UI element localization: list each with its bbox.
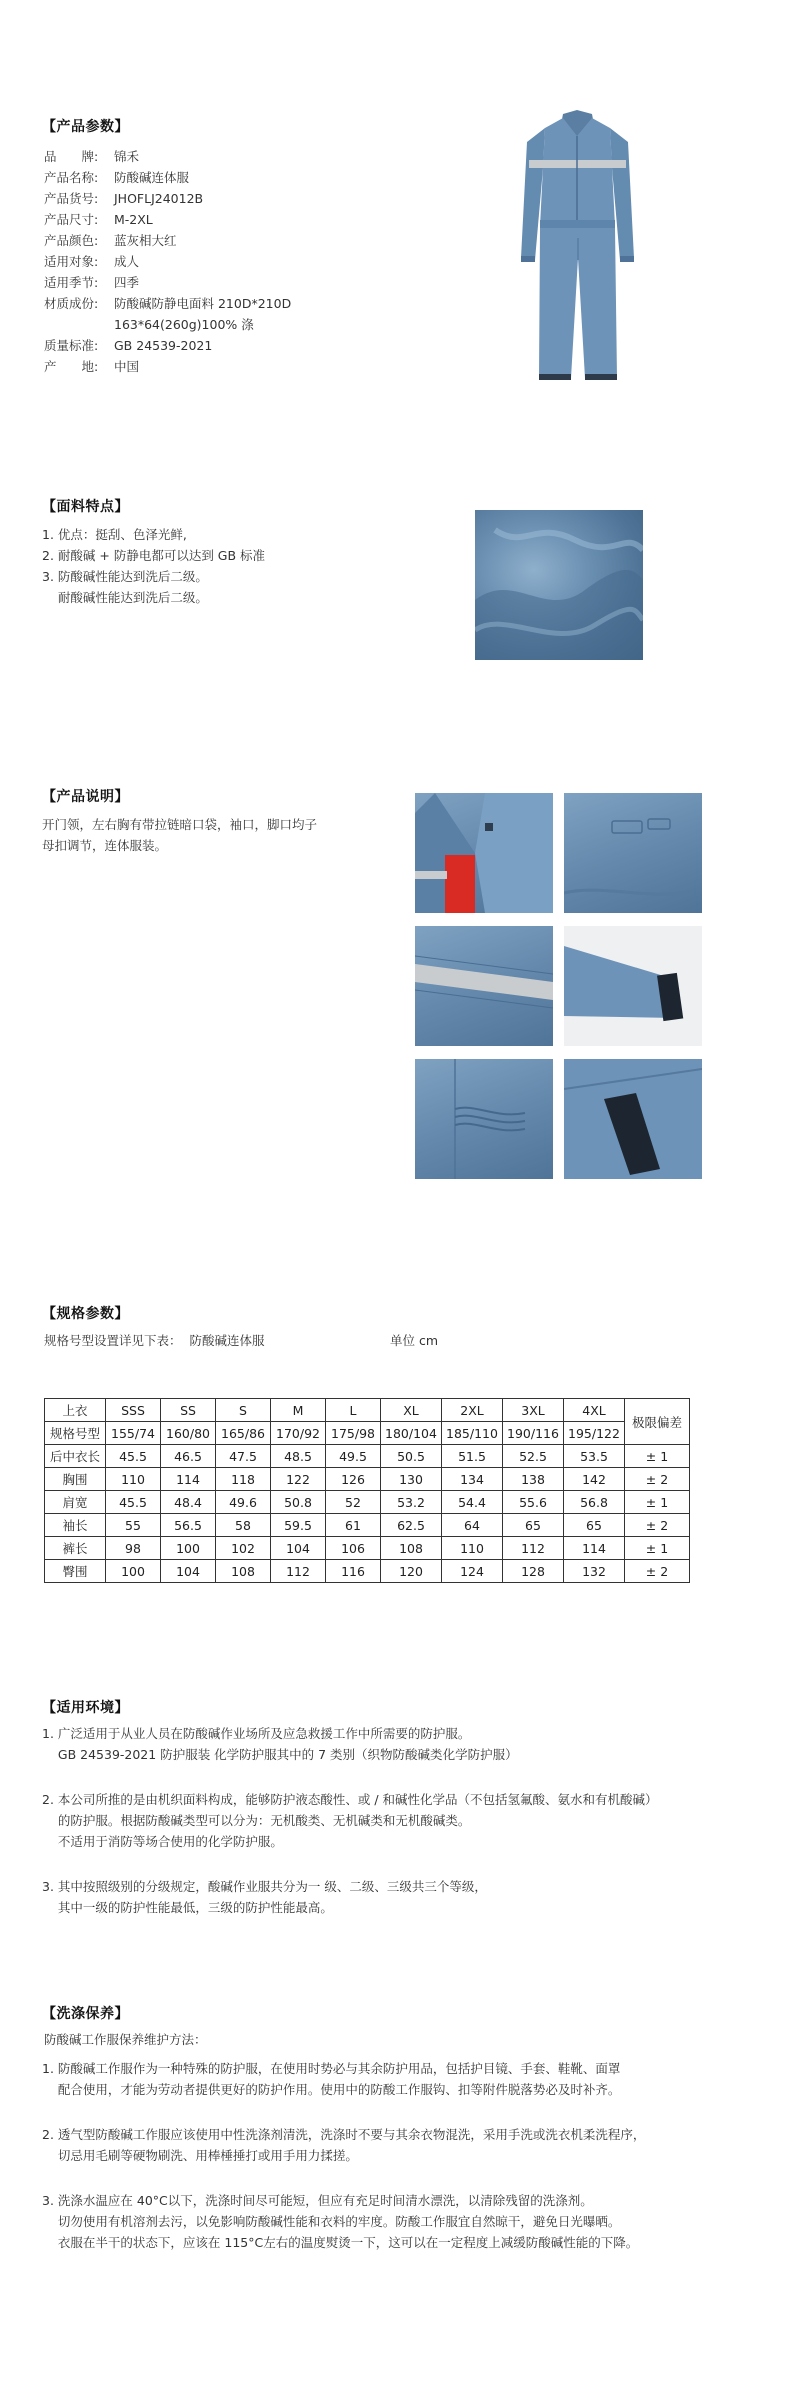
table-header-cell: S bbox=[216, 1399, 271, 1422]
fabric-item-3: 3. 防酸碱性能达到洗后二级。 bbox=[42, 569, 208, 584]
table-cell: 102 bbox=[216, 1537, 271, 1560]
table-cell: 58 bbox=[216, 1514, 271, 1537]
table-cell: 62.5 bbox=[381, 1514, 442, 1537]
table-row bbox=[45, 1491, 690, 1514]
param-row bbox=[44, 146, 139, 168]
table-cell: 48.5 bbox=[271, 1445, 326, 1468]
environment-line: 的防护服。根据防酸碱类型可以分为：无机酸类、无机碱类和无机酸碱类。 bbox=[42, 1813, 471, 1828]
table-header-cell: SS bbox=[161, 1399, 216, 1422]
param-value: 中国 bbox=[114, 359, 140, 374]
table-cell: 45.5 bbox=[106, 1491, 161, 1514]
spec-subtitle: 规格号型设置详见下表： 防酸碱连体服 bbox=[44, 1333, 265, 1348]
param-key: 材质成份: bbox=[44, 296, 99, 311]
environment-line: 其中一级的防护性能最低，三级的防护性能最高。 bbox=[42, 1900, 333, 1915]
table-cell: 49.5 bbox=[326, 1445, 381, 1468]
table-cell-label: 后中衣长 bbox=[45, 1445, 106, 1468]
param-row bbox=[44, 293, 291, 315]
table-cell: 108 bbox=[381, 1537, 442, 1560]
care-line: 2. 透气型防酸碱工作服应该使用中性洗涤剂清洗，洗涤时不要与其余衣物混洗，采用手洗或洗衣机柔洗程序， bbox=[42, 2127, 646, 2142]
table-cell: 124 bbox=[442, 1560, 503, 1583]
param-value: 成人 bbox=[114, 254, 140, 269]
description-line-1: 开门领，左右胸有带拉链暗口袋，袖口，脚口均子 bbox=[42, 817, 318, 832]
table-cell: 54.4 bbox=[442, 1491, 503, 1514]
pocket-detail bbox=[564, 793, 702, 913]
fabric-title: 【面料特点】 bbox=[42, 499, 129, 515]
table-header-cell: 4XL bbox=[564, 1399, 625, 1422]
description-line-2: 母扣调节，连体服装。 bbox=[42, 838, 168, 853]
table-cell: 114 bbox=[564, 1537, 625, 1560]
table-cell: 53.5 bbox=[564, 1445, 625, 1468]
table-cell-label: 裤长 bbox=[45, 1537, 106, 1560]
table-header-cell: 规格号型 bbox=[45, 1422, 106, 1445]
param-key: 产品货号: bbox=[44, 191, 99, 206]
table-cell: 126 bbox=[326, 1468, 381, 1491]
param-row bbox=[44, 272, 139, 294]
table-cell-tolerance: ± 1 bbox=[625, 1445, 690, 1468]
param-row bbox=[44, 314, 254, 336]
environment-line: 不适用于消防等场合使用的化学防护服。 bbox=[42, 1834, 283, 1849]
table-header-cell: 2XL bbox=[442, 1399, 503, 1422]
table-cell: 98 bbox=[106, 1537, 161, 1560]
coverall-image bbox=[515, 108, 640, 392]
fabric-item-3b: 耐酸碱性能达到洗后二级。 bbox=[42, 590, 208, 605]
param-value: 防酸碱防静电面料 210D*210D bbox=[114, 296, 292, 311]
table-cell: 46.5 bbox=[161, 1445, 216, 1468]
table-row bbox=[45, 1445, 690, 1468]
table-cell: 52 bbox=[326, 1491, 381, 1514]
table-cell: 114 bbox=[161, 1468, 216, 1491]
param-key: 产品名称: bbox=[44, 170, 99, 185]
param-row bbox=[44, 167, 189, 189]
care-line: 1. 防酸碱工作服作为一种特殊的防护服，在使用时势必与其余防护用品，包括护目镜、手套、鞋靴、面罩 bbox=[42, 2061, 621, 2076]
table-cell: 56.5 bbox=[161, 1514, 216, 1537]
table-cell: 110 bbox=[106, 1468, 161, 1491]
table-header-cell: 185/110 bbox=[442, 1422, 503, 1445]
table-cell: 112 bbox=[503, 1537, 564, 1560]
ankle-detail bbox=[564, 1059, 702, 1179]
table-header-cell: 170/92 bbox=[271, 1422, 326, 1445]
param-row bbox=[44, 251, 139, 273]
table-cell: 130 bbox=[381, 1468, 442, 1491]
table-header-cell: 195/122 bbox=[564, 1422, 625, 1445]
table-cell: 56.8 bbox=[564, 1491, 625, 1514]
table-header-cell: 上衣 bbox=[45, 1399, 106, 1422]
table-cell-label: 肩宽 bbox=[45, 1491, 106, 1514]
table-cell: 49.6 bbox=[216, 1491, 271, 1514]
reflective-strip-detail bbox=[415, 926, 553, 1046]
collar-detail bbox=[415, 793, 553, 913]
environment-line: 1. 广泛适用于从业人员在防酸碱作业场所及应急救援工作中所需要的防护服。 bbox=[42, 1726, 471, 1741]
param-value: 四季 bbox=[114, 275, 140, 290]
param-value: 163*64(260g)100% 涤 bbox=[114, 317, 254, 332]
spec-table bbox=[44, 1398, 690, 1583]
param-key: 适用对象: bbox=[44, 254, 99, 269]
environment-line: 2. 本公司所推的是由机织面料构成，能够防护液态酸性、或 / 和碱性化学品（不包括氢氟酸、氨水和有机酸碱） bbox=[42, 1792, 658, 1807]
param-value: GB 24539-2021 bbox=[114, 338, 213, 353]
spec-unit: 单位 cm bbox=[390, 1333, 439, 1348]
table-header-cell: 175/98 bbox=[326, 1422, 381, 1445]
table-cell: 45.5 bbox=[106, 1445, 161, 1468]
table-cell: 61 bbox=[326, 1514, 381, 1537]
table-cell: 112 bbox=[271, 1560, 326, 1583]
description-title: 【产品说明】 bbox=[42, 789, 129, 805]
table-cell-tolerance: ± 1 bbox=[625, 1491, 690, 1514]
table-cell: 59.5 bbox=[271, 1514, 326, 1537]
table-header-row bbox=[45, 1399, 690, 1422]
table-cell: 55.6 bbox=[503, 1491, 564, 1514]
table-row bbox=[45, 1468, 690, 1491]
param-key: 质量标准: bbox=[44, 338, 99, 353]
table-header-cell: 极限偏差 bbox=[625, 1399, 690, 1445]
table-cell: 51.5 bbox=[442, 1445, 503, 1468]
table-cell: 108 bbox=[216, 1560, 271, 1583]
environment-title: 【适用环境】 bbox=[42, 1700, 129, 1716]
care-line: 切勿使用有机溶剂去污，以免影响防酸碱性能和衣料的牢度。防酸工作服宜自然晾干，避免日光曝晒。 bbox=[42, 2214, 621, 2229]
param-value: JHOFLJ24012B bbox=[114, 191, 204, 206]
table-row bbox=[45, 1537, 690, 1560]
table-cell: 100 bbox=[106, 1560, 161, 1583]
table-header-cell: 165/86 bbox=[216, 1422, 271, 1445]
table-header-cell: L bbox=[326, 1399, 381, 1422]
table-cell-tolerance: ± 2 bbox=[625, 1514, 690, 1537]
table-cell: 50.5 bbox=[381, 1445, 442, 1468]
table-cell: 52.5 bbox=[503, 1445, 564, 1468]
table-cell: 47.5 bbox=[216, 1445, 271, 1468]
param-value: 防酸碱连体服 bbox=[114, 170, 190, 185]
table-header-row bbox=[45, 1422, 690, 1445]
param-row bbox=[44, 335, 212, 357]
care-intro: 防酸碱工作服保养维护方法： bbox=[44, 2032, 207, 2047]
param-value: M-2XL bbox=[114, 212, 153, 227]
table-cell: 64 bbox=[442, 1514, 503, 1537]
table-header-cell: XL bbox=[381, 1399, 442, 1422]
table-cell: 138 bbox=[503, 1468, 564, 1491]
care-title: 【洗涤保养】 bbox=[42, 2006, 129, 2022]
param-key: 产 地: bbox=[44, 359, 99, 374]
table-cell-tolerance: ± 2 bbox=[625, 1468, 690, 1491]
cuff-detail bbox=[564, 926, 702, 1046]
table-cell-label: 胸围 bbox=[45, 1468, 106, 1491]
table-cell: 134 bbox=[442, 1468, 503, 1491]
table-cell: 50.8 bbox=[271, 1491, 326, 1514]
care-line: 配合使用，才能为劳动者提供更好的防护作用。使用中的防酸工作服钩、扣等附件脱落势必及时补齐。 bbox=[42, 2082, 621, 2097]
table-cell: 132 bbox=[564, 1560, 625, 1583]
table-cell-label: 臀围 bbox=[45, 1560, 106, 1583]
fabric-item-1: 1. 优点：挺刮、色泽光鲜, bbox=[42, 527, 187, 542]
table-cell-tolerance: ± 1 bbox=[625, 1537, 690, 1560]
table-cell: 55 bbox=[106, 1514, 161, 1537]
param-value: 蓝灰相大红 bbox=[114, 233, 177, 248]
param-key: 品 牌: bbox=[44, 149, 99, 164]
table-header-cell: M bbox=[271, 1399, 326, 1422]
table-row bbox=[45, 1514, 690, 1537]
table-cell: 106 bbox=[326, 1537, 381, 1560]
waist-detail bbox=[415, 1059, 553, 1179]
product-params-title: 【产品参数】 bbox=[42, 119, 129, 135]
table-cell: 120 bbox=[381, 1560, 442, 1583]
environment-line: 3. 其中按照级别的分级规定，酸碱作业服共分为一 级、二级、三级共三个等级， bbox=[42, 1879, 487, 1894]
param-row bbox=[44, 230, 177, 252]
fabric-swatch-image bbox=[475, 510, 643, 660]
param-key: 产品颜色: bbox=[44, 233, 99, 248]
table-header-cell: 180/104 bbox=[381, 1422, 442, 1445]
table-cell: 104 bbox=[161, 1560, 216, 1583]
table-header-cell: 155/74 bbox=[106, 1422, 161, 1445]
table-cell: 122 bbox=[271, 1468, 326, 1491]
param-row bbox=[44, 209, 153, 231]
table-cell: 128 bbox=[503, 1560, 564, 1583]
table-cell-label: 袖长 bbox=[45, 1514, 106, 1537]
care-line: 切忌用毛刷等硬物刷洗、用棒棰捶打或用手用力揉搓。 bbox=[42, 2148, 358, 2163]
fabric-item-2: 2. 耐酸碱 + 防静电都可以达到 GB 标准 bbox=[42, 548, 266, 563]
table-cell: 53.2 bbox=[381, 1491, 442, 1514]
table-cell: 65 bbox=[564, 1514, 625, 1537]
care-line: 3. 洗涤水温应在 40°C以下，洗涤时间尽可能短，但应有充足时间清水漂洗，以清除残留的洗涤剂。 bbox=[42, 2193, 593, 2208]
care-line: 衣服在半干的状态下，应该在 115°C左右的温度熨烫一下，这可以在一定程度上减缓防酸碱性能的下降。 bbox=[42, 2235, 639, 2250]
table-cell: 116 bbox=[326, 1560, 381, 1583]
table-cell-tolerance: ± 2 bbox=[625, 1560, 690, 1583]
param-row bbox=[44, 356, 139, 378]
table-cell: 65 bbox=[503, 1514, 564, 1537]
table-header-cell: SSS bbox=[106, 1399, 161, 1422]
param-row bbox=[44, 188, 203, 210]
table-header-cell: 3XL bbox=[503, 1399, 564, 1422]
table-header-cell: 160/80 bbox=[161, 1422, 216, 1445]
spec-title: 【规格参数】 bbox=[42, 1306, 129, 1322]
table-cell: 48.4 bbox=[161, 1491, 216, 1514]
table-cell: 118 bbox=[216, 1468, 271, 1491]
param-key: 适用季节: bbox=[44, 275, 99, 290]
param-value: 锦禾 bbox=[114, 149, 140, 164]
environment-line: GB 24539-2021 防护服装 化学防护服其中的 7 类别（织物防酸碱类化学防护服） bbox=[42, 1747, 518, 1762]
table-cell: 110 bbox=[442, 1537, 503, 1560]
param-key: 产品尺寸: bbox=[44, 212, 99, 227]
table-cell: 142 bbox=[564, 1468, 625, 1491]
table-header-cell: 190/116 bbox=[503, 1422, 564, 1445]
table-cell: 100 bbox=[161, 1537, 216, 1560]
table-row bbox=[45, 1560, 690, 1583]
table-cell: 104 bbox=[271, 1537, 326, 1560]
